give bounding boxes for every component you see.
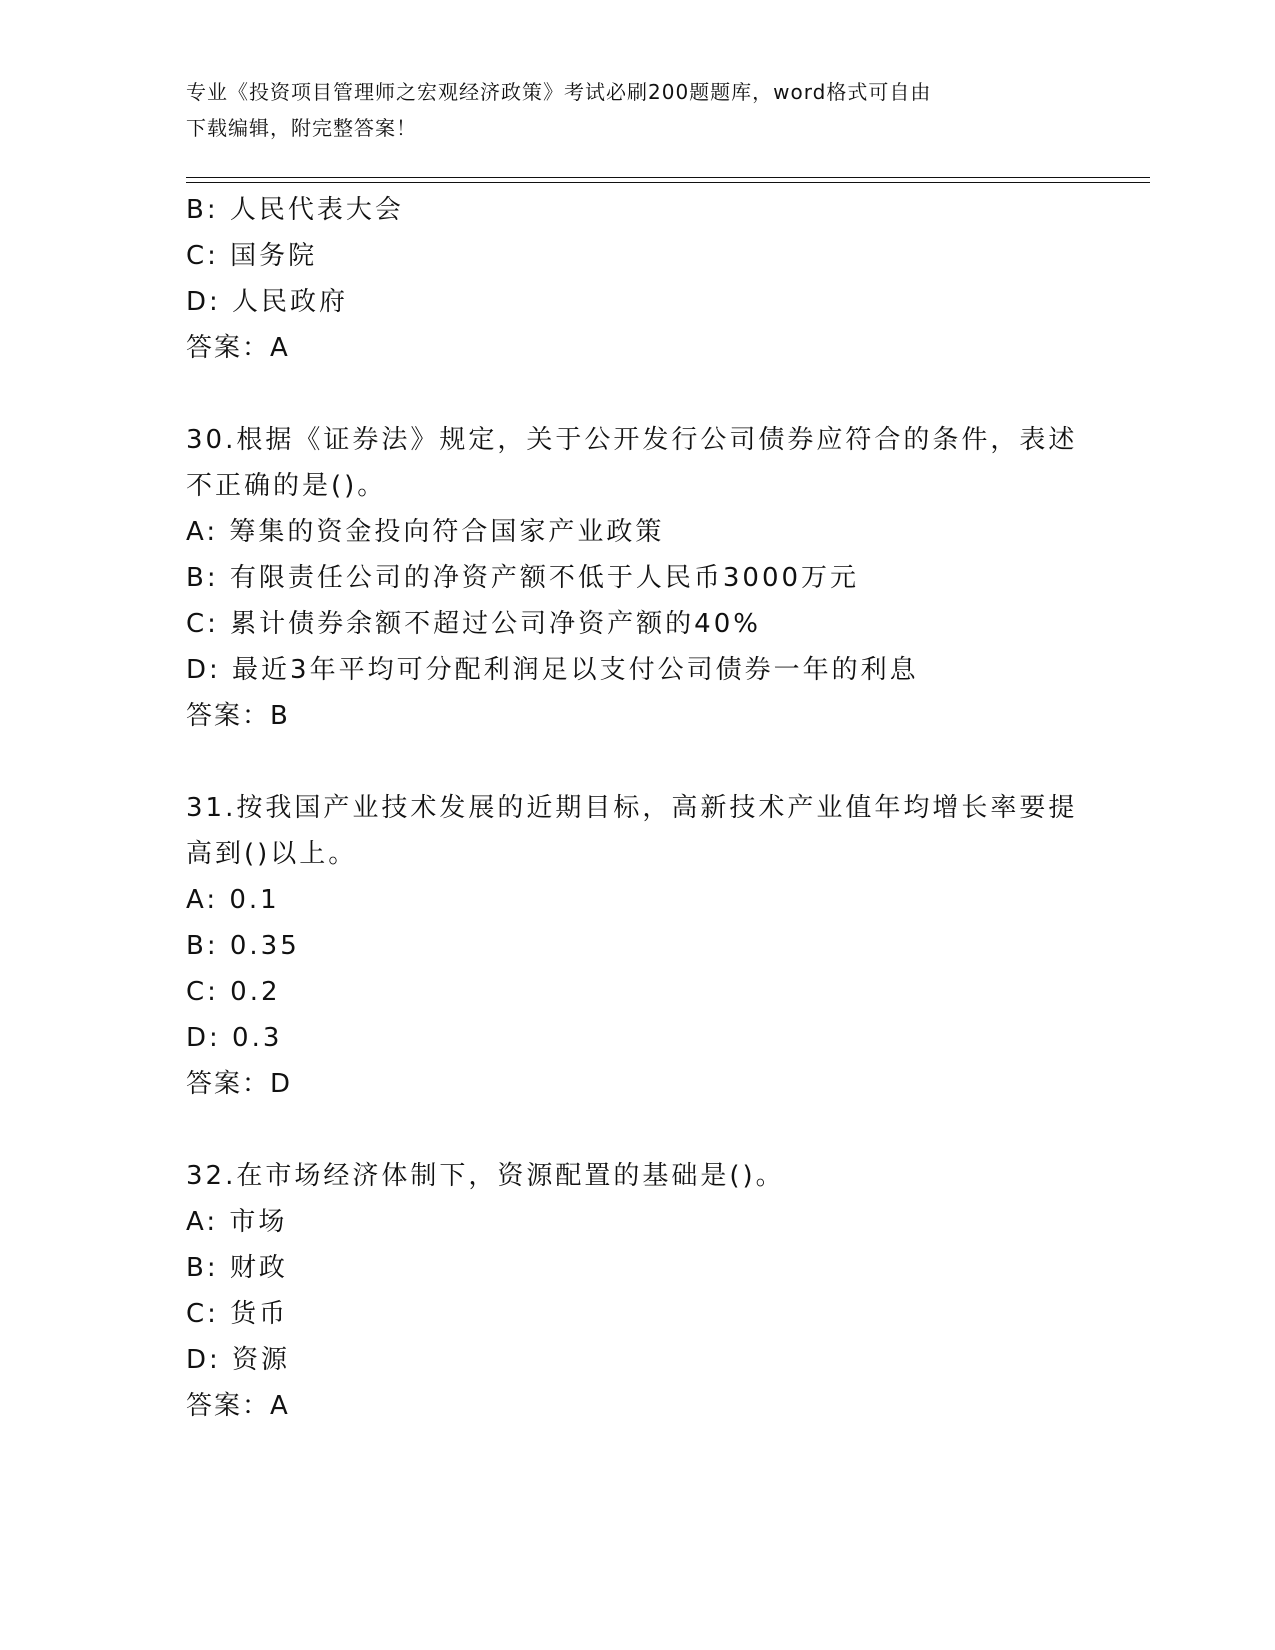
question-stem-line-1: 31.按我国产业技术发展的近期目标，高新技术产业值年均增长率要提 — [186, 793, 1078, 823]
question-29-tail — [186, 187, 1086, 371]
option-d: D: 资源 — [186, 1345, 291, 1375]
question-stem-line-1: 30.根据《证券法》规定，关于公开发行公司债券应符合的条件，表述 — [186, 425, 1078, 455]
spacer — [186, 371, 1086, 417]
option-b: B: 0.35 — [186, 931, 300, 961]
question-stem-line-2: 不正确的是()。 — [186, 471, 387, 501]
spacer — [186, 739, 1086, 785]
header-rule-top — [186, 177, 1150, 178]
header-line-2: 下载编辑，附完整答案！ — [186, 116, 417, 140]
document-header — [186, 74, 1086, 146]
option-b: B: 财政 — [186, 1253, 288, 1283]
option-d: D: 0.3 — [186, 1023, 283, 1053]
option-a: A: 0.1 — [186, 885, 280, 915]
answer: 答案：A — [186, 333, 290, 363]
answer: 答案：B — [186, 701, 290, 731]
header-line-1: 专业《投资项目管理师之宏观经济政策》考试必刷200题题库，word格式可自由 — [186, 80, 932, 104]
option-d: D: 人民政府 — [186, 287, 349, 317]
question-list — [186, 187, 1086, 1429]
question-stem-line-1: 32.在市场经济体制下，资源配置的基础是()。 — [186, 1161, 785, 1191]
option-d: D: 最近3年平均可分配利润足以支付公司债券一年的利息 — [186, 655, 919, 685]
question-stem-line-2: 高到()以上。 — [186, 839, 358, 869]
question-31 — [186, 785, 1086, 1107]
option-b: B: 有限责任公司的净资产额不低于人民币3000万元 — [186, 563, 860, 593]
option-c: C: 货币 — [186, 1299, 289, 1329]
header-rule-bottom — [186, 182, 1150, 183]
answer: 答案：D — [186, 1069, 293, 1099]
option-c: C: 0.2 — [186, 977, 281, 1007]
option-b: B: 人民代表大会 — [186, 195, 404, 225]
answer: 答案：A — [186, 1391, 290, 1421]
option-c: C: 累计债券余额不超过公司净资产额的40% — [186, 609, 761, 639]
option-a: A: 筹集的资金投向符合国家产业政策 — [186, 517, 665, 547]
question-32 — [186, 1153, 1086, 1429]
option-a: A: 市场 — [186, 1207, 288, 1237]
question-30 — [186, 417, 1086, 739]
option-c: C: 国务院 — [186, 241, 318, 271]
spacer — [186, 1107, 1086, 1153]
